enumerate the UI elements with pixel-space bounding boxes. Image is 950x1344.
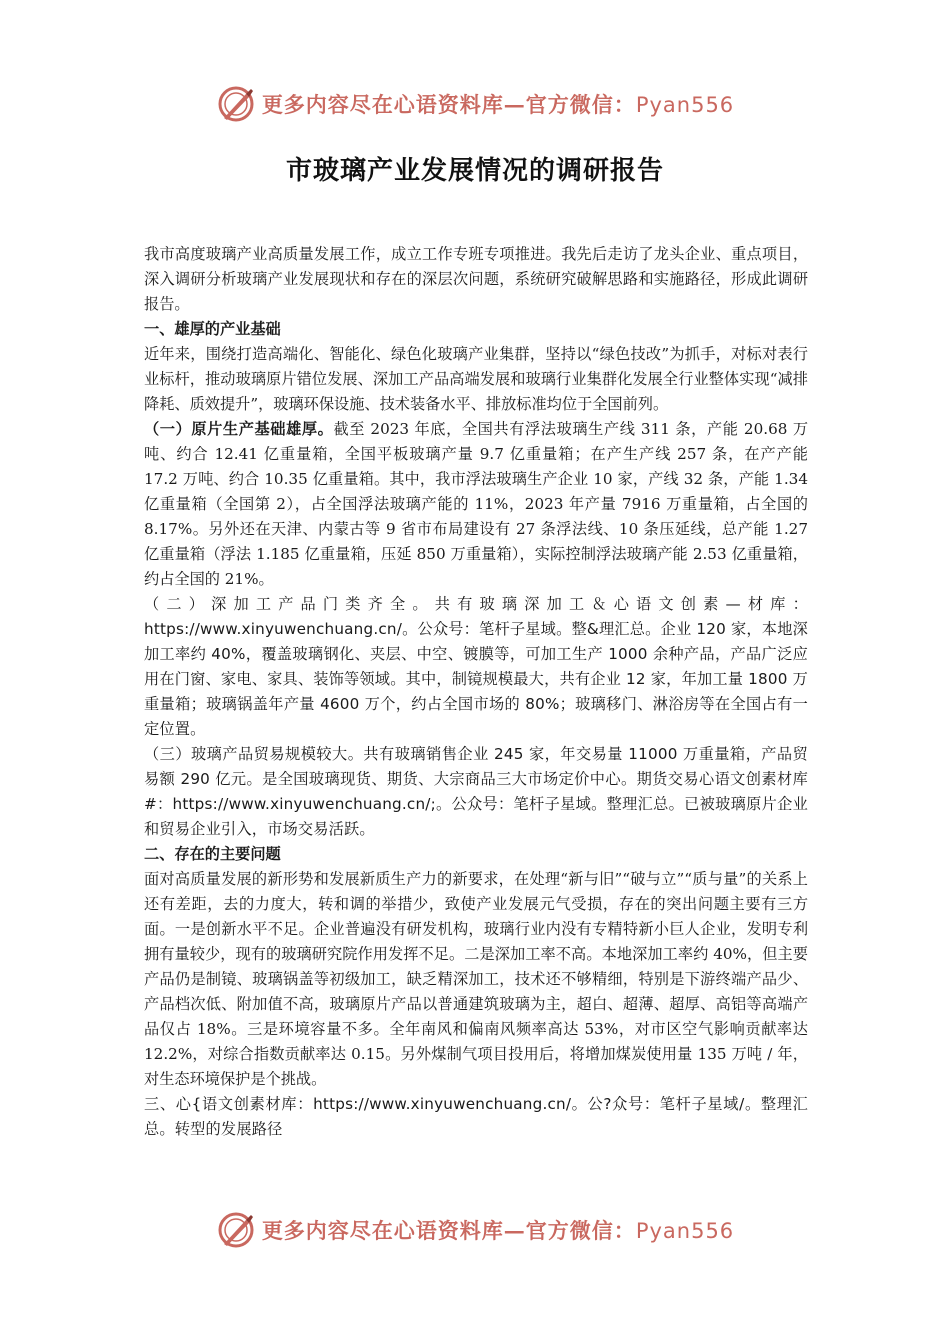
page-title: 市玻璃产业发展情况的调研报告 [285,156,664,186]
watermark-banner-top [0,80,950,128]
section2-heading: 二、存在的主要问题 [144,845,281,863]
sub3-title: （三）玻璃产品贸易规模较大。 [144,745,364,763]
document-body [144,242,808,1142]
banner-text: 更多内容尽在心语资料库—官方微信：Pyan556 [261,1218,735,1243]
section1-sub3 [144,742,808,842]
sub1-title: （一）原片生产基础雄厚。 [144,420,334,438]
section1-sub1 [144,417,808,592]
section1-sub2 [144,592,808,742]
section1-heading: 一、雄厚的产业基础 [144,320,281,338]
sub1-text: 截至 2023 年底，全国共有浮法玻璃生产线 311 条，产能 20.68 万吨、约合 12.41 亿重量箱，全国平板玻璃产量 9.7 亿重量箱；在产生产线 257 条，在产产能 17.2 万吨、约合 10.35 亿重量箱。其中，我市浮法玻璃生产企业 10 家，产线 32 条，产能 1.34 亿重量箱（全国第 2），占全国浮法玻璃产能的 11%，2023 年产量 7916 万重量箱，占全国的 8.17%。另外还在天津、内蒙古等 9 省市布局建设有 27 条浮法线、10 条压延线，总产能 1.27 亿重量箱（浮法 1.185 亿重量箱，压延 850 万重量箱），实际控制浮法玻璃产能 2.53 亿重量箱，约占全国的 21%。 [144,420,809,588]
sub3-text: 共有玻璃销售企业 245 家，年交易量 11000 万重量箱，产品贸易额 290 亿元。是全国玻璃现货、期货、大宗商品三大市场定价中心。期货交易心语文创素材库#：https://www.xinyuwenchuang.cn/;。公众号：笔杆子星域。整理汇总。已被玻璃原片企业和贸易企业引入，市场交易活跃。 [144,745,808,838]
sub2-title: （二）深加工产品门类齐全。 [144,595,435,613]
section1-paragraph: 近年来，围绕打造高端化、智能化、绿色化玻璃产业集群，坚持以“绿色技改”为抓手，对标对表行业标杆，推动玻璃原片错位发展、深加工产品高端发展和玻璃行业集群化发展全行业整体实现“减排降耗、质效提升”，玻璃环保设施、技术装备水平、排放标准均位于全国前列。 [144,345,808,413]
pen-logo-icon [216,1210,256,1250]
section3-heading: 三、心{语文创素材库：https://www.xinyuwenchuang.cn/。公?众号：笔杆子星域/。整理汇总。转型的发展路径 [144,1095,808,1138]
sub2-text: 共有玻璃深加工＆心语文创素—材库：https://www.xinyuwenchuang.cn/。公众号：笔杆子星域。整&理汇总。企业 120 家，本地深加工率约 40%，覆盖玻璃钢化、夹层、中空、镀膜等，可加工生产 1000 余种产品，产品广泛应用在门窗、家电、家具、装饰等领域。其中，制镜规模最大，共有企业 12 家，年加工量 1800 万重量箱；玻璃锅盖年产量 4600 万个，约占全国市场的 80%；玻璃移门、淋浴房等在全国占有一定位置。 [144,595,809,738]
section2-paragraph: 面对高质量发展的新形势和发展新质生产力的新要求，在处理“新与旧”“破与立”“质与量”的关系上还有差距，去的力度大，转和调的举措少，致使产业发展元气受损，存在的突出问题主要有三方面。一是创新水平不足。企业普遍没有研发机构，玻璃行业内没有专精特新小巨人企业，发明专利拥有量较少，现有的玻璃研究院作用发挥不足。二是深加工率不高。本地深加工率约 40%，但主要产品仍是制镜、玻璃锅盖等初级加工，缺乏精深加工，技术还不够精细，特别是下游终端产品少、产品档次低、附加值不高，玻璃原片产品以普通建筑玻璃为主，超白、超薄、超厚、高铝等高端产品仅占 18%。三是环境容量不多。全年南风和偏南风频率高达 53%，对市区空气影响贡献率达 12.2%，对综合指数贡献率达 0.15。另外煤制气项目投用后，将增加煤炭使用量 135 万吨 / 年，对生态环境保护是个挑战。 [144,870,808,1088]
watermark-banner-bottom [0,1206,950,1254]
intro-paragraph: 我市高度玻璃产业高质量发展工作，成立工作专班专项推进。我先后走访了龙头企业、重点项目，深入调研分析玻璃产业发展现状和存在的深层次问题，系统研究破解思路和实施路径，形成此调研报告。 [144,245,808,313]
banner-text: 更多内容尽在心语资料库—官方微信：Pyan556 [261,92,735,117]
pen-logo-icon [216,84,256,124]
